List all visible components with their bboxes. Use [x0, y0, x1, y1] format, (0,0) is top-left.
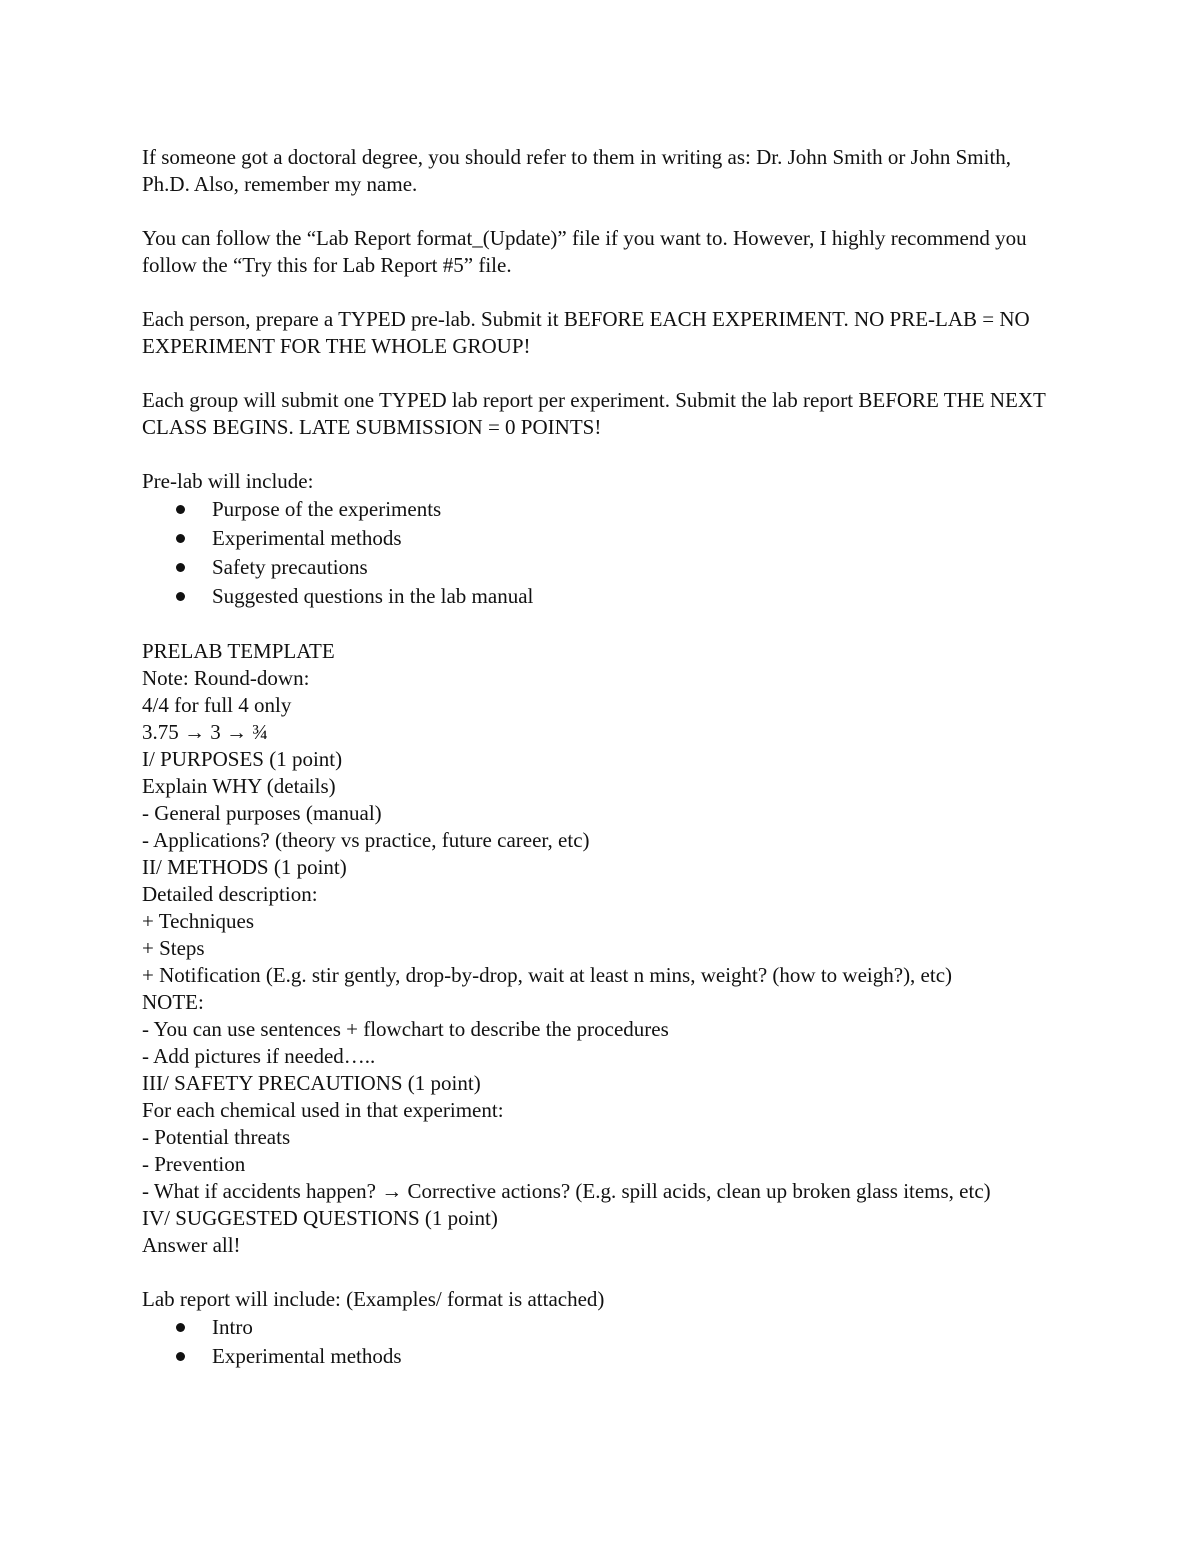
template-title: PRELAB TEMPLATE — [142, 639, 335, 663]
list-item: Experimental methods — [142, 524, 1062, 553]
template-line: Detailed description: — [142, 882, 318, 906]
template-line: + Techniques — [142, 909, 255, 933]
prelab-submission-paragraph: Each person, prepare a TYPED pre-lab. Submit it BEFORE EACH EXPERIMENT. NO PRE-LAB = NO EXPERIMENT FOR THE WHOLE GROUP! — [142, 307, 1035, 358]
template-line: - You can use sentences + flowchart to describe the procedures — [142, 1017, 669, 1041]
template-line: NOTE: — [142, 990, 204, 1014]
bullet-icon — [176, 534, 185, 543]
list-item: Experimental methods — [142, 1342, 1062, 1371]
section-heading-methods: II/ METHODS (1 point) — [142, 855, 347, 879]
template-line: - Add pictures if needed….. — [142, 1044, 376, 1068]
template-line: - What if accidents happen? → Corrective actions? (E.g. spill acids, clean up broken glass items, etc) — [142, 1179, 991, 1203]
template-line: For each chemical used in that experiment: — [142, 1098, 504, 1122]
bullet-icon — [176, 1352, 185, 1361]
bullet-icon — [176, 1323, 185, 1332]
prelab-heading: Pre-lab will include: — [142, 469, 314, 493]
lab-report-submission-paragraph: Each group will submit one TYPED lab report per experiment. Submit the lab report BEFORE THE NEXT CLASS BEGINS. LATE SUBMISSION = 0 POINTS! — [142, 388, 1051, 439]
template-line: Explain WHY (details) — [142, 774, 336, 798]
bullet-icon — [176, 505, 185, 514]
template-line: - Applications? (theory vs practice, future career, etc) — [142, 828, 590, 852]
prelab-list — [142, 495, 1062, 611]
section-heading-questions: IV/ SUGGESTED QUESTIONS (1 point) — [142, 1206, 498, 1230]
template-line: - Potential threats — [142, 1125, 291, 1149]
template-line: + Notification (E.g. stir gently, drop-by-drop, wait at least n mins, weight? (how to weigh?), etc) — [142, 963, 953, 987]
list-item: Safety precautions — [142, 553, 1062, 582]
template-line: Answer all! — [142, 1233, 241, 1257]
bullet-icon — [176, 592, 185, 601]
bullet-icon — [176, 563, 185, 572]
template-line: + Steps — [142, 936, 205, 960]
list-item: Suggested questions in the lab manual — [142, 582, 1062, 611]
format-file-paragraph: You can follow the “Lab Report format_(Update)” file if you want to. However, I highly recommend you follow the “Try this for Lab Report #5” file. — [142, 226, 1032, 277]
template-line: 4/4 for full 4 only — [142, 693, 292, 717]
lab-report-heading: Lab report will include: (Examples/ format is attached) — [142, 1287, 605, 1311]
template-line: 3.75 → 3 → ¾ — [142, 720, 268, 744]
template-line: - General purposes (manual) — [142, 801, 382, 825]
section-heading-safety: III/ SAFETY PRECAUTIONS (1 point) — [142, 1071, 481, 1095]
list-item: Intro — [142, 1313, 1062, 1342]
doctoral-degree-paragraph: If someone got a doctoral degree, you should refer to them in writing as: Dr. John Smith or John Smith, Ph.D. Also, remember my name. — [142, 145, 1017, 196]
prelab-template — [142, 638, 1062, 1259]
lab-report-list — [142, 1313, 1062, 1371]
list-item: Purpose of the experiments — [142, 495, 1062, 524]
template-line: - Prevention — [142, 1152, 246, 1176]
template-line: Note: Round-down: — [142, 666, 310, 690]
section-heading-purposes: I/ PURPOSES (1 point) — [142, 747, 343, 771]
document-body — [142, 144, 1062, 1398]
